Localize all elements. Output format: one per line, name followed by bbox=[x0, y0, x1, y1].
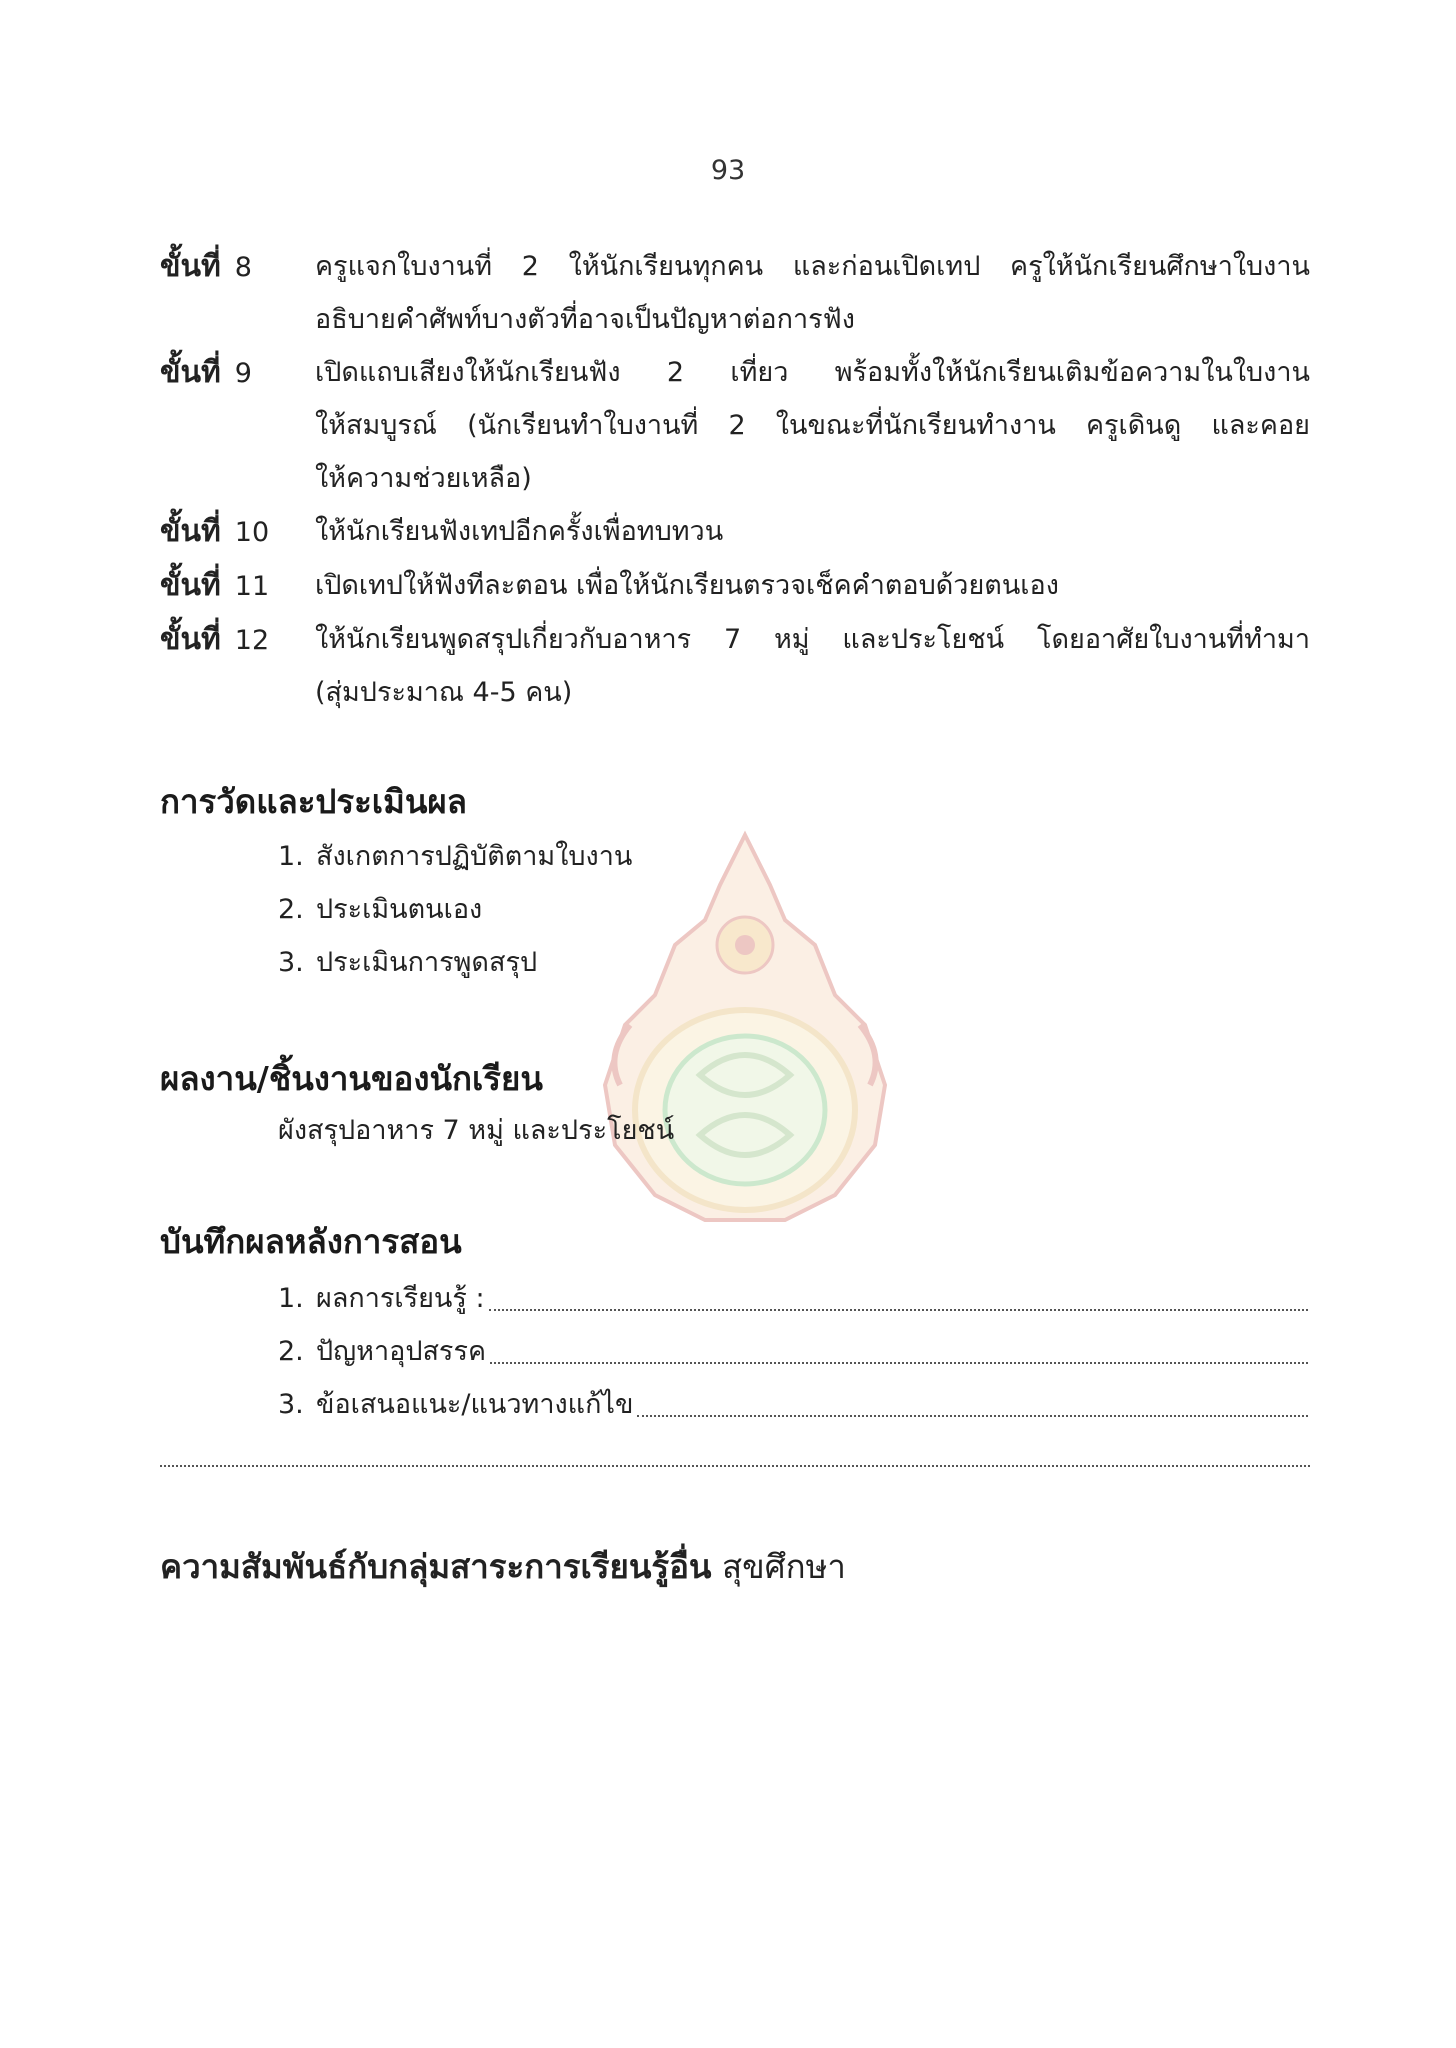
list-item-text: สังเกตการปฏิบัติตามใบงาน bbox=[316, 841, 633, 872]
list-item-number: 2. bbox=[278, 894, 304, 925]
evaluation-heading: การวัดและประเมินผล bbox=[160, 782, 467, 821]
list-item-text: ประเมินการพูดสรุป bbox=[316, 947, 538, 978]
list-item-number: 1. bbox=[278, 841, 304, 872]
student-work-heading: ผลงาน/ชิ้นงานของนักเรียน bbox=[160, 1059, 543, 1098]
list-item bbox=[278, 1272, 1308, 1325]
step-text-line: ให้นักเรียนพูดสรุปเกี่ยวกับอาหาร 7 หมู่ และประโยชน์ โดยอาศัยใบงานที่ทำมา bbox=[315, 624, 1310, 655]
list-item-text: ปัญหาอุปสรรค bbox=[316, 1336, 487, 1367]
step-number: 11 bbox=[234, 571, 270, 602]
list-item bbox=[278, 883, 632, 936]
dotted-fill-line bbox=[637, 1378, 1308, 1417]
list-item-text: ข้อเสนอแนะ/แนวทางแก้ไข bbox=[316, 1389, 634, 1420]
step-label: ขั้นที่ bbox=[160, 568, 221, 603]
dotted-fill-line bbox=[489, 1272, 1308, 1311]
step-10 bbox=[160, 505, 1310, 559]
step-text-line: (สุ่มประมาณ 4-5 คน) bbox=[315, 677, 573, 708]
list-item-text: ผลการเรียนรู้ : bbox=[316, 1283, 485, 1314]
step-text-line: เปิดเทปให้ฟังทีละตอน เพื่อให้นักเรียนตรวจเช็คคำตอบด้วยตนเอง bbox=[315, 570, 1059, 601]
dotted-fill-line bbox=[490, 1325, 1308, 1364]
step-number: 10 bbox=[234, 517, 270, 548]
step-text-line: ให้ความช่วยเหลือ) bbox=[315, 463, 532, 494]
step-text-line: ครูแจกใบงานที่ 2 ให้นักเรียนทุกคน และก่อนเปิดเทป ครูให้นักเรียนศึกษาใบงาน bbox=[315, 251, 1310, 282]
list-item bbox=[278, 1378, 1308, 1431]
seal-watermark-icon bbox=[585, 825, 905, 1225]
step-number: 8 bbox=[234, 252, 252, 283]
list-item-number: 2. bbox=[278, 1336, 304, 1367]
step-11 bbox=[160, 559, 1310, 613]
post-teaching-list bbox=[278, 1272, 1308, 1431]
list-item-number: 3. bbox=[278, 1389, 304, 1420]
step-text-line: เปิดแถบเสียงให้นักเรียนฟัง 2 เที่ยว พร้อมทั้งให้นักเรียนเติมข้อความในใบงาน bbox=[315, 357, 1310, 388]
post-teaching-heading: บันทึกผลหลังการสอน bbox=[160, 1222, 462, 1261]
relation-line bbox=[160, 1540, 846, 1593]
step-label: ขั้นที่ bbox=[160, 249, 221, 284]
step-9 bbox=[160, 346, 1310, 505]
step-text-line: ให้สมบูรณ์ (นักเรียนทำใบงานที่ 2 ในขณะที่นักเรียนทำงาน ครูเดินดู และคอย bbox=[315, 410, 1310, 441]
step-list bbox=[160, 240, 1310, 719]
list-item-number: 3. bbox=[278, 947, 304, 978]
step-label: ขั้นที่ bbox=[160, 622, 221, 657]
list-item-text: ประเมินตนเอง bbox=[316, 894, 483, 925]
step-text-line: ให้นักเรียนฟังเทปอีกครั้งเพื่อทบทวน bbox=[315, 516, 724, 547]
dotted-separator bbox=[160, 1465, 1310, 1467]
step-number: 12 bbox=[234, 625, 270, 656]
step-text-line: อธิบายคำศัพท์บางตัวที่อาจเป็นปัญหาต่อการฟัง bbox=[315, 304, 855, 335]
student-work-text: ผังสรุปอาหาร 7 หมู่ และประโยชน์ bbox=[278, 1115, 675, 1146]
list-item bbox=[278, 1325, 1308, 1378]
page-number: 93 bbox=[710, 155, 746, 186]
list-item bbox=[278, 936, 632, 989]
evaluation-list bbox=[278, 830, 632, 989]
step-8 bbox=[160, 240, 1310, 346]
step-label: ขั้นที่ bbox=[160, 514, 221, 549]
relation-value: สุขศึกษา bbox=[721, 1547, 846, 1586]
relation-heading: ความสัมพันธ์กับกลุ่มสาระการเรียนรู้อื่น bbox=[160, 1547, 712, 1586]
list-item-number: 1. bbox=[278, 1283, 304, 1314]
step-12 bbox=[160, 613, 1310, 719]
step-label: ขั้นที่ bbox=[160, 355, 221, 390]
step-number: 9 bbox=[234, 358, 252, 389]
list-item bbox=[278, 830, 632, 883]
